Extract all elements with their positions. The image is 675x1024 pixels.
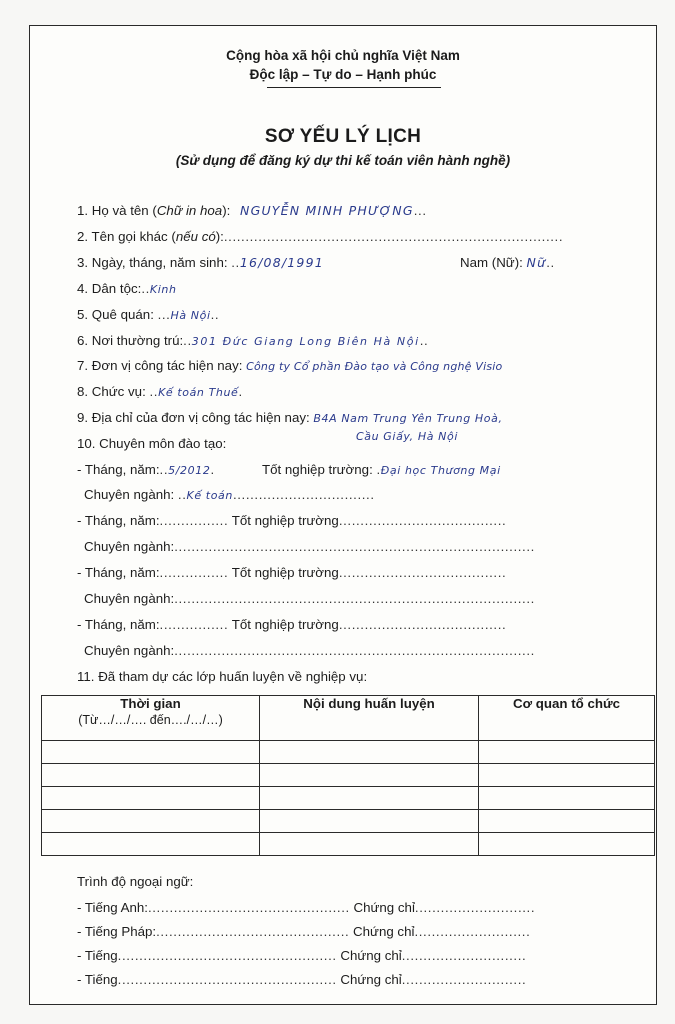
language-cert: Chứng chỉ [353,924,415,939]
table-cell[interactable] [479,764,655,787]
language-row-other-2: - Tiếng................................................... Chứng chỉ............................. [77,972,527,987]
table-row [42,741,655,764]
form-page [29,25,657,1005]
field-alias-label-italic: nếu có [175,229,216,244]
education-major-1: Chuyên ngành: ..Kế toán................................. [84,487,375,502]
field-gender-label: Nam (Nữ): [460,255,523,270]
field-alias-label-end: ): [215,229,224,244]
field-hometown-label: 5. Quê quán: [77,307,154,322]
languages-label: Trình độ ngoại ngữ: [77,874,194,889]
field-ethnicity-label: 4. Dân tộc: [77,281,142,296]
education-date-label: - Tháng, năm: [77,462,160,477]
field-residence-label: 6. Nơi thường trú: [77,333,184,348]
field-residence: 6. Nơi thường trú:..301 Đức Giang Long Biên Hà Nội.. [77,333,429,348]
field-workplace [77,358,502,373]
field-work-address [77,410,503,425]
field-work-address-value-line2[interactable]: Cầu Giấy, Hà Nội [356,430,458,443]
language-name: - Tiếng Anh: [77,900,148,915]
education-major-label: Chuyên ngành: [84,539,175,554]
table-cell[interactable] [479,741,655,764]
column-time-sub: (Từ…/…/…. đến…./…/…) [78,713,223,727]
education-date-value[interactable]: 5/2012 [168,464,211,477]
education-date-label: - Tháng, năm: [77,513,160,528]
field-name-value[interactable]: NGUYỄN MINH PHƯỢNG [240,203,414,218]
language-cert: Chứng chỉ [340,948,402,963]
table-cell[interactable] [260,764,479,787]
column-organizer: Cơ quan tổ chức [479,696,655,741]
column-time-label: Thời gian [120,696,181,711]
column-content: Nội dung huấn luyện [260,696,479,741]
table-row [42,764,655,787]
language-cert: Chứng chỉ [340,972,402,987]
table-row [42,787,655,810]
field-name-label-italic: Chữ in hoa [156,203,223,218]
language-name: - Tiếng [77,972,118,987]
national-header: Cộng hòa xã hội chủ nghĩa Việt Nam [226,48,460,63]
field-alias-label: 2. Tên gọi khác ( [77,229,176,244]
table-cell[interactable] [479,833,655,856]
field-workplace-value[interactable]: Công ty Cổ phần Đào tạo và Công nghệ Visio [246,360,503,373]
language-row-other-1: - Tiếng................................................... Chứng chỉ............................. [77,948,527,963]
motto-underline [267,87,441,88]
motto: Độc lập – Tự do – Hạnh phúc [249,67,437,82]
training-table [41,695,655,856]
table-cell[interactable] [479,810,655,833]
education-school-label: Tốt nghiệp trường: [262,462,373,477]
field-gender-value[interactable]: Nữ [526,255,547,270]
education-date-label: - Tháng, năm: [77,617,160,632]
education-major-4: Chuyên ngành:.................................................................................... [84,643,535,658]
field-name: 1. Họ và tên (Chữ in hoa): NGUYỄN MINH PHƯỢNG... [77,203,427,218]
table-cell[interactable] [260,810,479,833]
education-major-value[interactable]: Kế toán [186,489,233,502]
language-cert: Chứng chỉ [353,900,415,915]
form-title: SƠ YẾU LÝ LỊCH [264,126,422,147]
table-row [42,833,655,856]
education-school-label: Tốt nghiệp trường [231,513,339,528]
field-dob-label: 3. Ngày, tháng, năm sinh: [77,255,228,270]
education-major-label: Chuyên ngành: [84,487,175,502]
table-cell[interactable] [42,741,260,764]
table-cell[interactable] [42,833,260,856]
field-workplace-label: 7. Đơn vị công tác hiện nay: [77,358,243,373]
field-position-value[interactable]: Kế toán Thuế [158,386,239,399]
table-cell[interactable] [260,833,479,856]
field-work-address-line2 [356,428,458,443]
education-date-3: - Tháng, năm:................ Tốt nghiệp trường....................................... [77,565,507,580]
education-date-4: - Tháng, năm:................ Tốt nghiệp trường....................................... [77,617,507,632]
table-cell[interactable] [479,787,655,810]
field-dob-value[interactable]: 16/08/1991 [239,255,324,270]
education-major-label: Chuyên ngành: [84,591,175,606]
field-alias: 2. Tên gọi khác (nếu có):............................................................................... [77,229,564,244]
table-cell[interactable] [42,810,260,833]
table-cell[interactable] [260,787,479,810]
field-ethnicity-value[interactable]: Kinh [149,283,177,296]
field-ethnicity: 4. Dân tộc:..Kinh [77,281,177,296]
field-work-address-label: 9. Địa chỉ của đơn vị công tác hiện nay: [77,410,310,425]
field-residence-value[interactable]: 301 Đức Giang Long Biên Hà Nội [191,335,420,348]
education-major-2: Chuyên ngành:.................................................................................... [84,539,535,554]
education-school-value[interactable]: Đại học Thương Mại [380,464,501,477]
education-school-label: Tốt nghiệp trường [231,565,339,580]
table-cell[interactable] [42,764,260,787]
field-position: 8. Chức vụ: ..Kế toán Thuế. [77,384,243,399]
education-date-label: - Tháng, năm: [77,565,160,580]
education-school-1: Tốt nghiệp trường: .Đại học Thương Mại [262,462,501,477]
field-work-address-value-line1[interactable]: B4A Nam Trung Yên Trung Hoà, [313,412,503,425]
education-date-2: - Tháng, năm:................ Tốt nghiệp trường....................................... [77,513,507,528]
table-row [42,810,655,833]
table-cell[interactable] [260,741,479,764]
language-row-english: - Tiếng Anh:............................................... Chứng chỉ............................ [77,900,536,915]
form-subtitle: (Sử dụng để đăng ký dự thi kế toán viên hành nghề) [175,153,511,168]
column-time [42,696,260,741]
field-hometown: 5. Quê quán: ...Hà Nội.. [77,307,220,322]
field-position-label: 8. Chức vụ: [77,384,146,399]
language-row-french: - Tiếng Pháp:............................................. Chứng chỉ........................... [77,924,531,939]
education-date-1: - Tháng, năm:..5/2012. [77,462,215,477]
field-name-label-end: ): [222,203,231,218]
field-dob: 3. Ngày, tháng, năm sinh: ..16/08/1991 [77,255,324,270]
language-name: - Tiếng Pháp: [77,924,157,939]
field-gender: Nam (Nữ): Nữ.. [460,255,555,270]
field-specialty: 10. Chuyên môn đào tạo: [77,436,227,451]
language-name: - Tiếng [77,948,118,963]
training-label: 11. Đã tham dự các lớp huấn luyện về nghiệp vụ: [77,669,368,684]
training-table-header [42,696,655,741]
education-school-label: Tốt nghiệp trường [231,617,339,632]
education-major-3: Chuyên ngành:.................................................................................... [84,591,535,606]
field-hometown-value[interactable]: Hà Nội [170,309,211,322]
education-major-label: Chuyên ngành: [84,643,175,658]
table-cell[interactable] [42,787,260,810]
field-name-label: 1. Họ và tên ( [77,203,157,218]
